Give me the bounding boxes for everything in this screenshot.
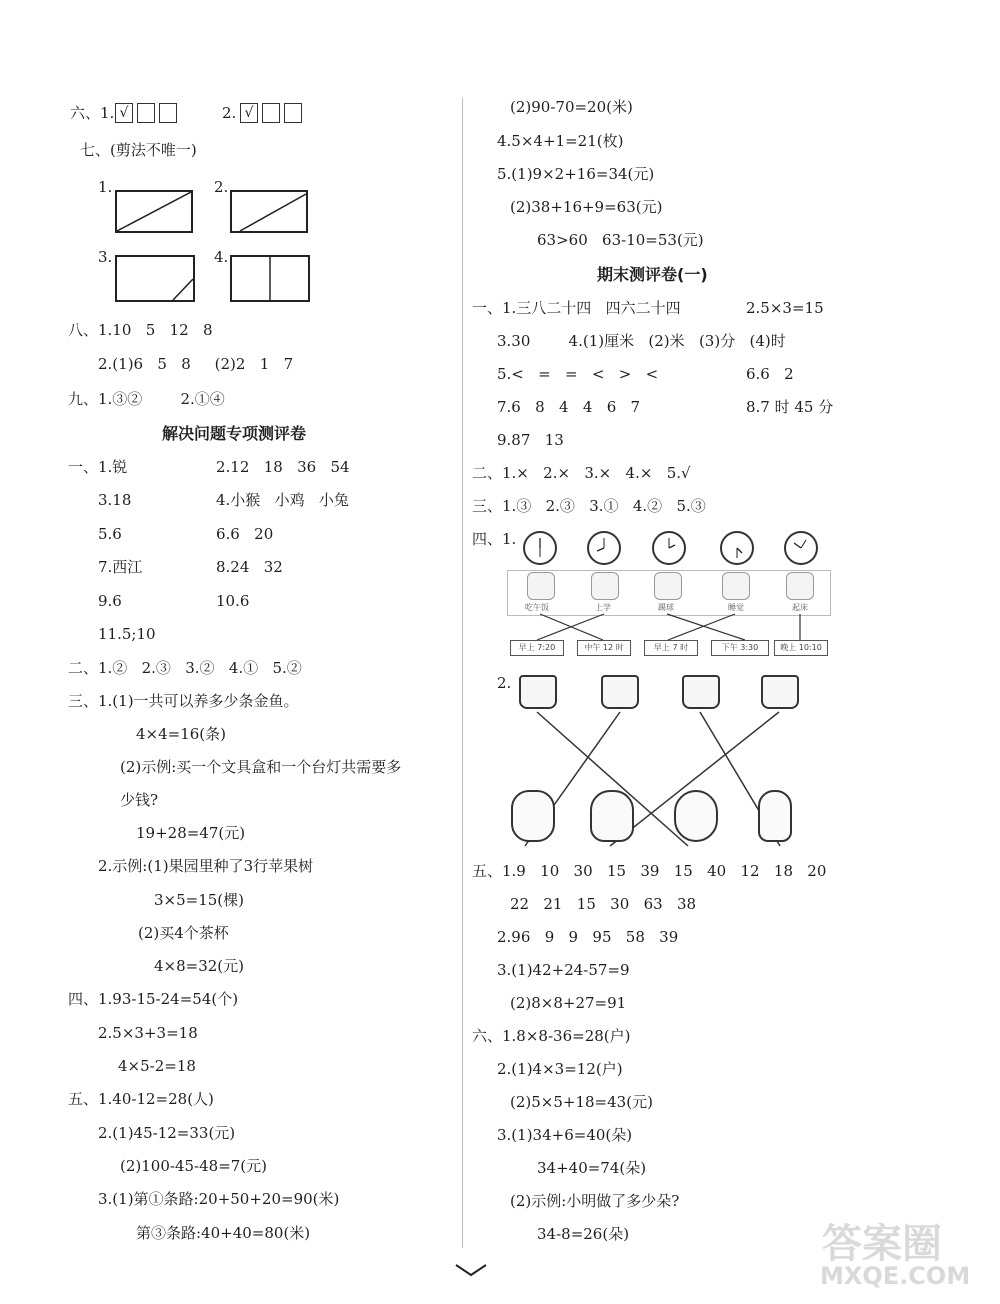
q6-part1-label: 六、1. <box>70 104 115 122</box>
time-box: 晚上 10:10 <box>774 640 828 656</box>
activity-label: 吃午饭 <box>525 603 549 612</box>
activity-label: 起床 <box>792 603 808 612</box>
answer-line: 22 21 15 30 63 38 <box>510 895 697 913</box>
answer-line: 8.7 时 45 分 <box>746 398 834 416</box>
q7-fig3-label: 3. <box>98 248 113 266</box>
answer-line: (2)8×8+27=91 <box>510 994 627 1012</box>
q8-line1: 八、1.10 5 12 8 <box>68 321 213 339</box>
section-title-final-test: 期末测评卷(一) <box>597 265 708 284</box>
answer-line: 7.6 8 4 4 6 7 <box>497 398 641 416</box>
watermark-url: MXQE.COM <box>820 1262 971 1290</box>
bird-icon <box>758 790 792 842</box>
q7-fig1-label: 1. <box>98 178 113 196</box>
answer-line: 6.6 2 <box>746 365 794 383</box>
q4-part2-label: 2. <box>497 674 512 692</box>
answer-line: 5.(1)9×2+16=34(元) <box>497 165 655 183</box>
answer-box-checked: √ <box>115 103 133 123</box>
answer-line: 34-8=26(朵) <box>537 1225 630 1243</box>
answer-line: 2.5×3+3=18 <box>98 1024 198 1042</box>
answer-line: 2.(1)45-12=33(元) <box>98 1124 236 1142</box>
q9-line1: 九、1.③② 2.①④ <box>68 390 225 408</box>
owl-icon <box>511 790 555 842</box>
answer-line: 2.5×3=15 <box>746 299 824 317</box>
answer-line: 3.(1)第①条路:20+50+20=90(米) <box>98 1190 340 1208</box>
q4-part1-label: 四、1. <box>472 530 517 548</box>
answer-line: (2)示例:买一个文具盒和一个台灯共需要多 <box>120 758 402 776</box>
answer-line: 一、1.锐 <box>68 458 128 476</box>
answer-line: 少钱? <box>120 791 159 809</box>
answer-line: 4.5×4+1=21(枚) <box>497 132 624 150</box>
answer-line: (2)买4个茶杯 <box>138 924 229 942</box>
panda-icon <box>590 790 634 842</box>
answer-line: 19+28=47(元) <box>136 824 246 842</box>
watermark-logo: 答案圈 <box>822 1221 942 1267</box>
answer-line: 3×5=15(棵) <box>154 891 245 909</box>
answer-line: 五、1.9 10 30 15 39 15 40 12 18 20 <box>472 862 827 880</box>
answer-line: 三、1.(1)一共可以养多少条金鱼。 <box>68 692 299 710</box>
answer-line: 2.(1)4×3=12(户) <box>497 1060 623 1078</box>
answer-line: 第③条路:40+40=80(米) <box>136 1224 311 1242</box>
q7-fig2-label: 2. <box>214 178 229 196</box>
answer-line: 三、1.③ 2.③ 3.① 4.② 5.③ <box>472 497 706 515</box>
q8-line2: 2.(1)6 5 8 (2)2 1 7 <box>98 355 294 373</box>
time-box: 中午 12 时 <box>577 640 631 656</box>
activity-label: 上学 <box>595 603 611 612</box>
answer-line: 2.12 18 36 54 <box>216 458 350 476</box>
answer-line: 4×5-2=18 <box>118 1057 196 1075</box>
answer-line: 11.5;10 <box>98 625 156 643</box>
answer-line: 五、1.40-12=28(人) <box>68 1090 214 1108</box>
answer-line: 3.18 <box>98 491 132 509</box>
time-box: 早上 7:20 <box>510 640 564 656</box>
answer-line: 6.6 20 <box>216 525 274 543</box>
answer-line: 四、1.93-15-24=54(个) <box>68 990 239 1008</box>
round-creature-icon <box>674 790 718 842</box>
answer-box-checked: √ <box>240 103 258 123</box>
time-box: 早上 7 时 <box>644 640 698 656</box>
answer-line: 8.24 32 <box>216 558 283 576</box>
activity-label: 踢球 <box>658 603 674 612</box>
answer-line: 63>60 63-10=53(元) <box>537 231 704 249</box>
answer-line: 3.(1)42+24-57=9 <box>497 961 630 979</box>
section-title-problem-solving: 解决问题专项测评卷 <box>162 424 307 443</box>
answer-line: 六、1.8×8-36=28(户) <box>472 1027 631 1045</box>
answer-line: 34+40=74(朵) <box>537 1159 647 1177</box>
chevron-down-icon[interactable] <box>454 1262 488 1278</box>
q7-fig4-label: 4. <box>214 248 229 266</box>
answer-line: 4.小猴 小鸡 小兔 <box>216 491 349 509</box>
answer-line: 9.87 13 <box>497 431 564 449</box>
answer-line: 一、1.三八二十四 四六二十四 <box>472 299 681 317</box>
answer-line: 5.6 <box>98 525 122 543</box>
answer-line: (2)100-45-48=7(元) <box>120 1157 268 1175</box>
answer-line: (2)90-70=20(米) <box>510 98 633 116</box>
answer-line: 4×4=16(条) <box>136 725 227 743</box>
q7-title: 七、(剪法不唯一) <box>80 141 197 159</box>
answer-line: 9.6 <box>98 592 122 610</box>
answer-line: (2)5×5+18=43(元) <box>510 1093 653 1111</box>
answer-line: 2.示例:(1)果园里种了3行苹果树 <box>98 857 314 875</box>
answer-line: 7.西江 <box>98 558 143 576</box>
answer-line: 5.< = = < > < <box>497 365 659 383</box>
answer-line: 4×8=32(元) <box>154 957 245 975</box>
q6-part2-label: 2. <box>222 104 237 122</box>
answer-line: 3.(1)34+6=40(朵) <box>497 1126 633 1144</box>
answer-line: 二、1.× 2.× 3.× 4.× 5.√ <box>472 464 691 482</box>
answer-line: 二、1.② 2.③ 3.② 4.① 5.② <box>68 659 302 677</box>
time-box: 下午 3:30 <box>711 640 769 656</box>
answer-line: 10.6 <box>216 592 250 610</box>
answer-line: (2)38+16+9=63(元) <box>510 198 663 216</box>
answer-line: (2)示例:小明做了多少朵? <box>510 1192 680 1210</box>
answer-line: 3.30 4.(1)厘米 (2)米 (3)分 (4)时 <box>497 332 786 350</box>
activity-label: 睡觉 <box>728 603 744 612</box>
answer-line: 2.96 9 9 95 58 39 <box>497 928 679 946</box>
